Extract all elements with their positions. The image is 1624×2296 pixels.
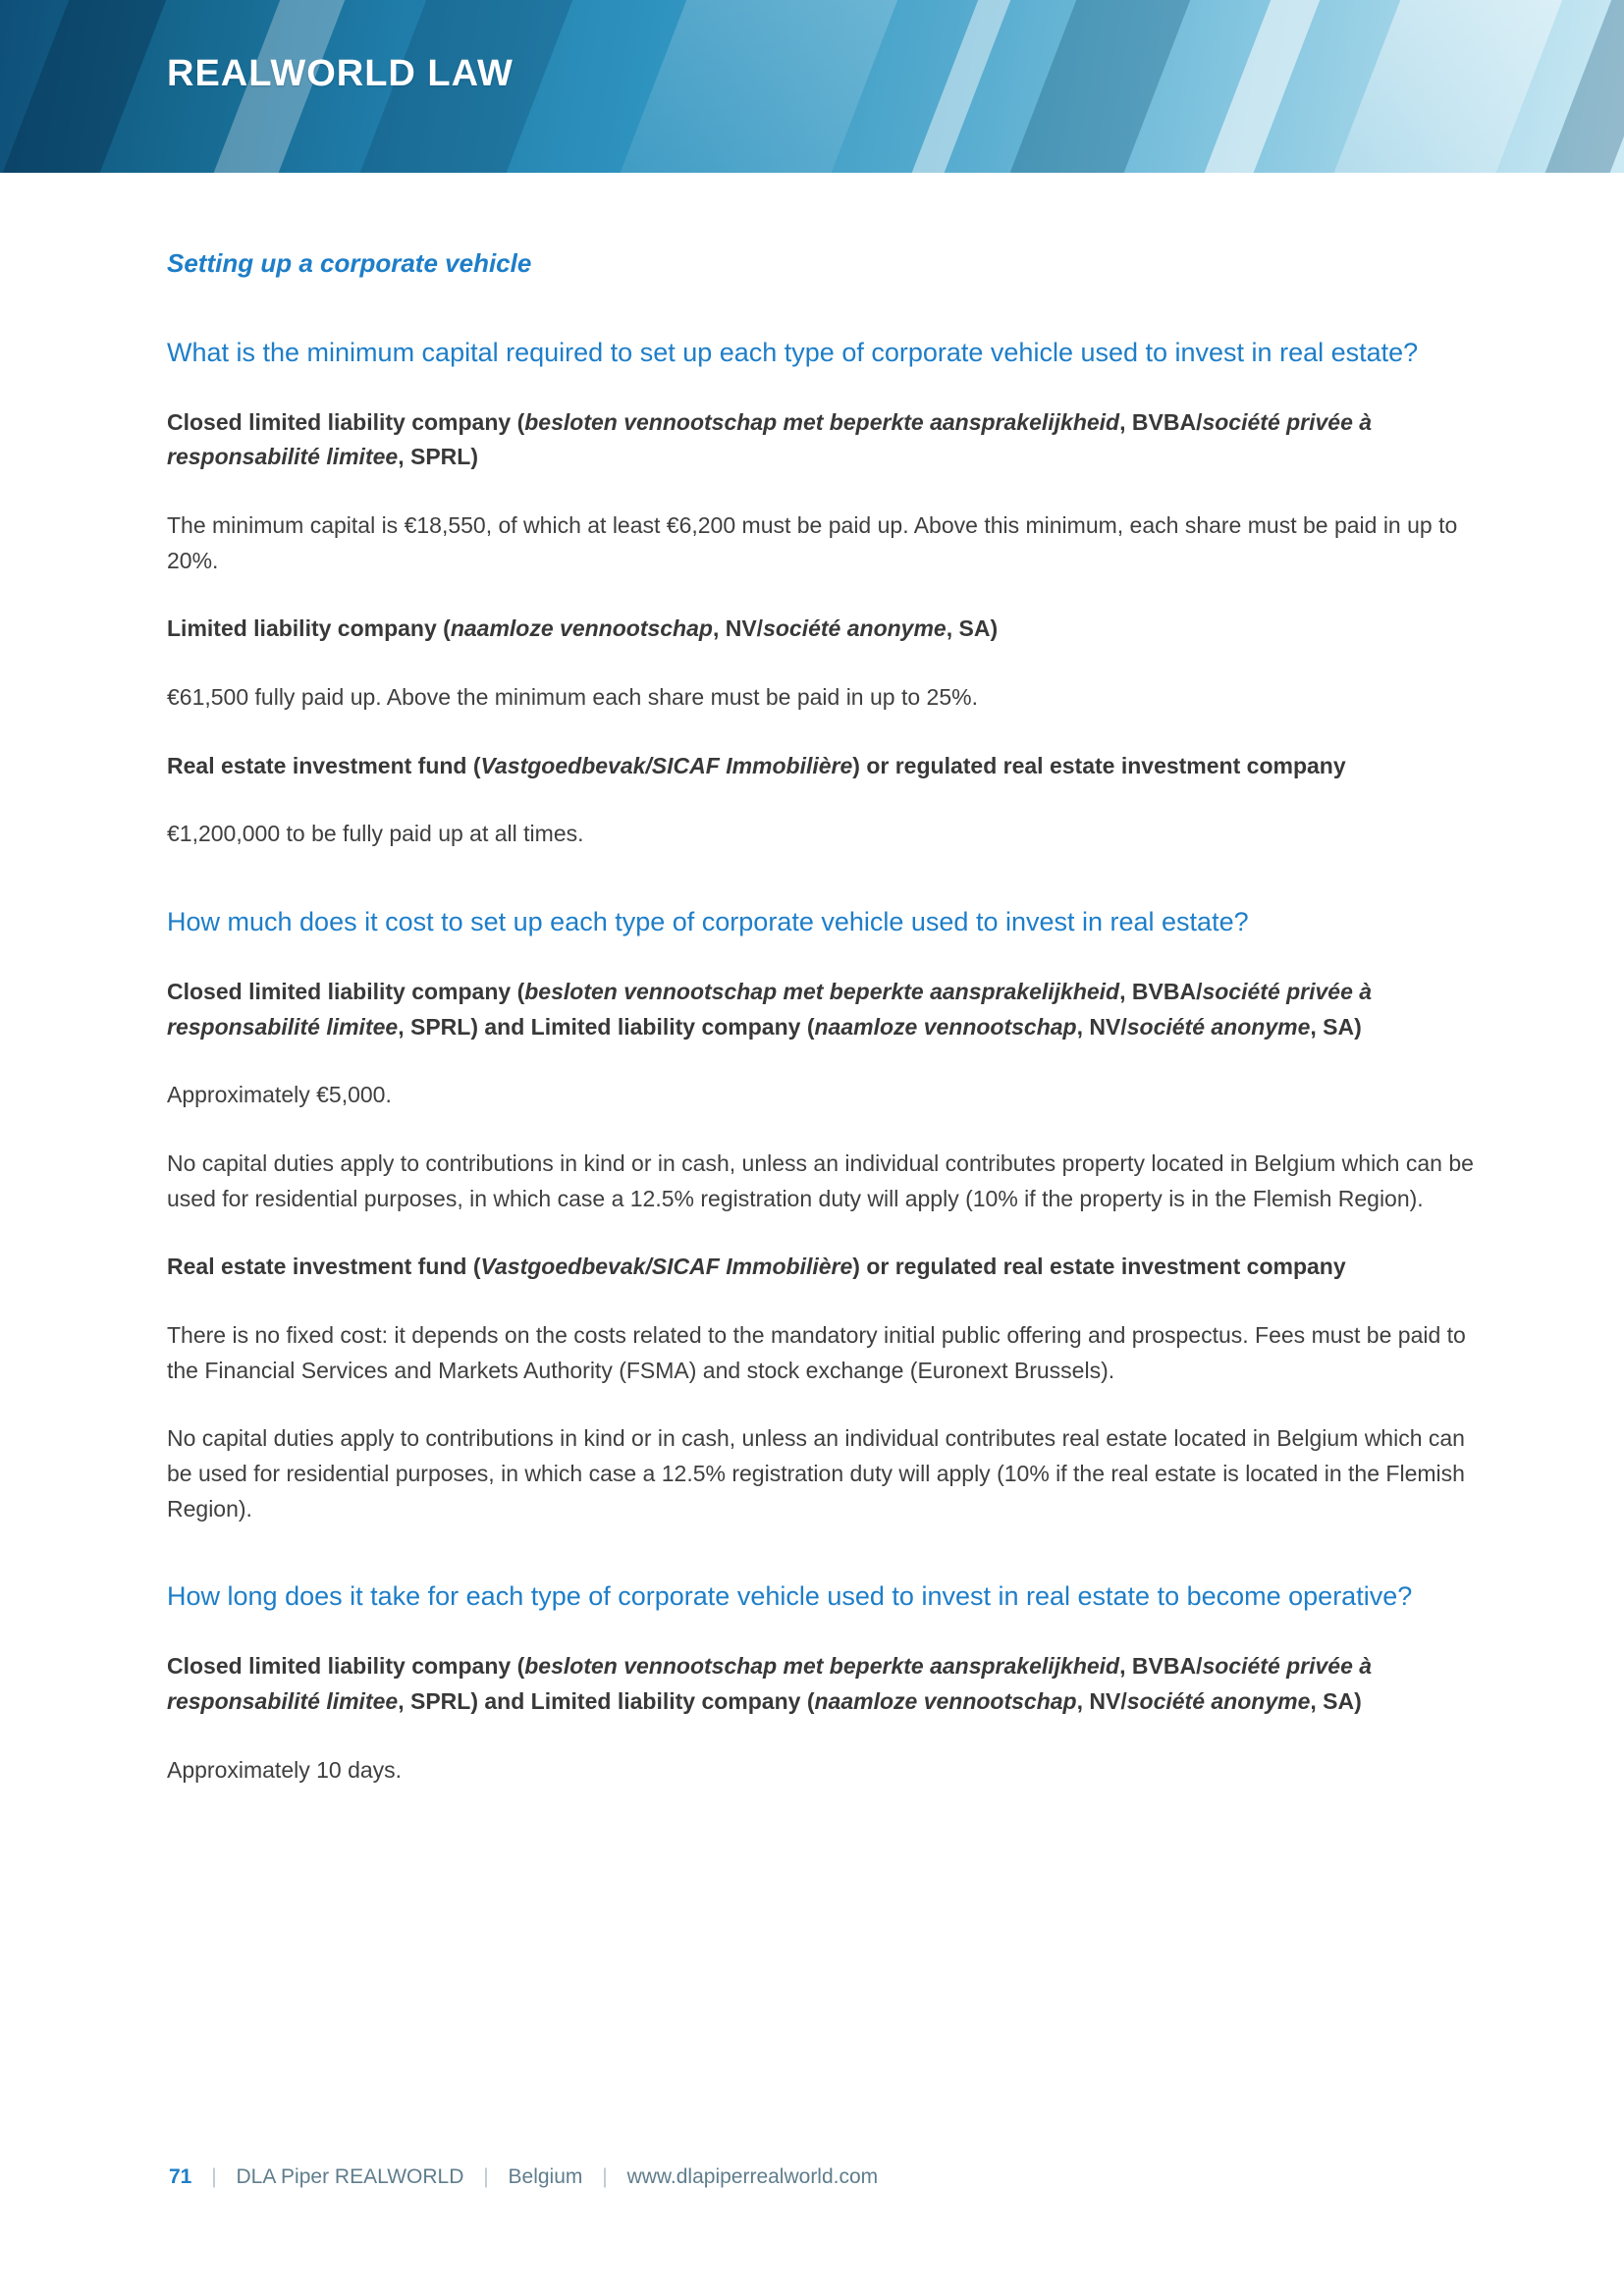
paragraph: Approximately 10 days. [167, 1756, 403, 1783]
paragraph: There is no fixed cost: it depends on the costs related to the mandatory initial public offering and prospectus. Fees must be paid to the Financial Services and Markets Authority (FSMA) and stock exchange (Euronext Brussels). [167, 1321, 1466, 1383]
company-heading: Closed limited liability company (besloten vennootschap met beperkte aansprakelijkheid, BVBA/société privée à responsabilité limitee, SPRL) [167, 408, 1373, 470]
publication-title: REALWORLD LAW [167, 53, 514, 94]
question-heading: How much does it cost to set up each type of corporate vehicle used to invest in real estate? [167, 906, 1249, 936]
footer-separator: | [211, 2165, 217, 2188]
content [167, 245, 1475, 1788]
company-heading: Real estate investment fund (Vastgoedbevak/SICAF Immobilière) or regulated real estate investment company [167, 752, 1346, 778]
paragraph: No capital duties apply to contributions in kind or in cash, unless an individual contributes real estate located in Belgium which can be used for residential purposes, in which case a 12.5% registration duty will apply (10% if the real estate is located in the Flemish Region). [167, 1425, 1465, 1522]
footer-brand: DLA Piper REALWORLD [236, 2165, 464, 2188]
question-heading: How long does it take for each type of corporate vehicle used to invest in real estate to become operative? [167, 1581, 1413, 1612]
page-number: 71 [169, 2165, 192, 2188]
paragraph: €61,500 fully paid up. Above the minimum each share must be paid in up to 25%. [167, 684, 978, 711]
footer-separator: | [483, 2165, 489, 2188]
footer-country: Belgium [508, 2165, 583, 2188]
company-heading: Closed limited liability company (besloten vennootschap met beperkte aansprakelijkheid, BVBA/société privée à responsabilité limitee, SPRL) and Limited liability company (naamloze vennootschap, NV/société anonyme, SA) [167, 979, 1373, 1040]
footer-url: www.dlapiperrealworld.com [626, 2165, 879, 2188]
banner-beam [973, 0, 1219, 173]
paragraph: €1,200,000 to be fully paid up at all times. [167, 821, 584, 847]
company-heading: Closed limited liability company (besloten vennootschap met beperkte aansprakelijkheid, BVBA/société privée à responsabilité limitee, SPRL) and Limited liability company (naamloze vennootschap, NV/société anonyme, SA) [167, 1653, 1373, 1714]
paragraph: The minimum capital is €18,550, of which at least €6,200 must be paid up. Above this minimum, each share must be paid in up to 20%. [167, 512, 1458, 573]
company-heading: Limited liability company (naamloze vennootschap, NV/société anonyme, SA) [167, 615, 999, 642]
question-heading: What is the minimum capital required to set up each type of corporate vehicle used to invest in real estate? [167, 337, 1419, 367]
paragraph: No capital duties apply to contributions in kind or in cash, unless an individual contributes property located in Belgium which can be used for residential purposes, in which case a 12.5% registration duty will apply (10% if the property is in the Flemish Region). [167, 1150, 1474, 1211]
footer-separator: | [602, 2165, 608, 2188]
company-heading: Real estate investment fund (Vastgoedbevak/SICAF Immobilière) or regulated real estate investment company [167, 1254, 1346, 1280]
section-subtitle: Setting up a corporate vehicle [167, 248, 532, 278]
banner-beam [1167, 0, 1349, 173]
banner-beam [876, 0, 1041, 173]
footer [169, 2165, 878, 2189]
banner-beam [1298, 0, 1594, 173]
banner-beam [583, 0, 927, 173]
header-banner [0, 0, 1624, 173]
paragraph: Approximately €5,000. [167, 1082, 392, 1108]
